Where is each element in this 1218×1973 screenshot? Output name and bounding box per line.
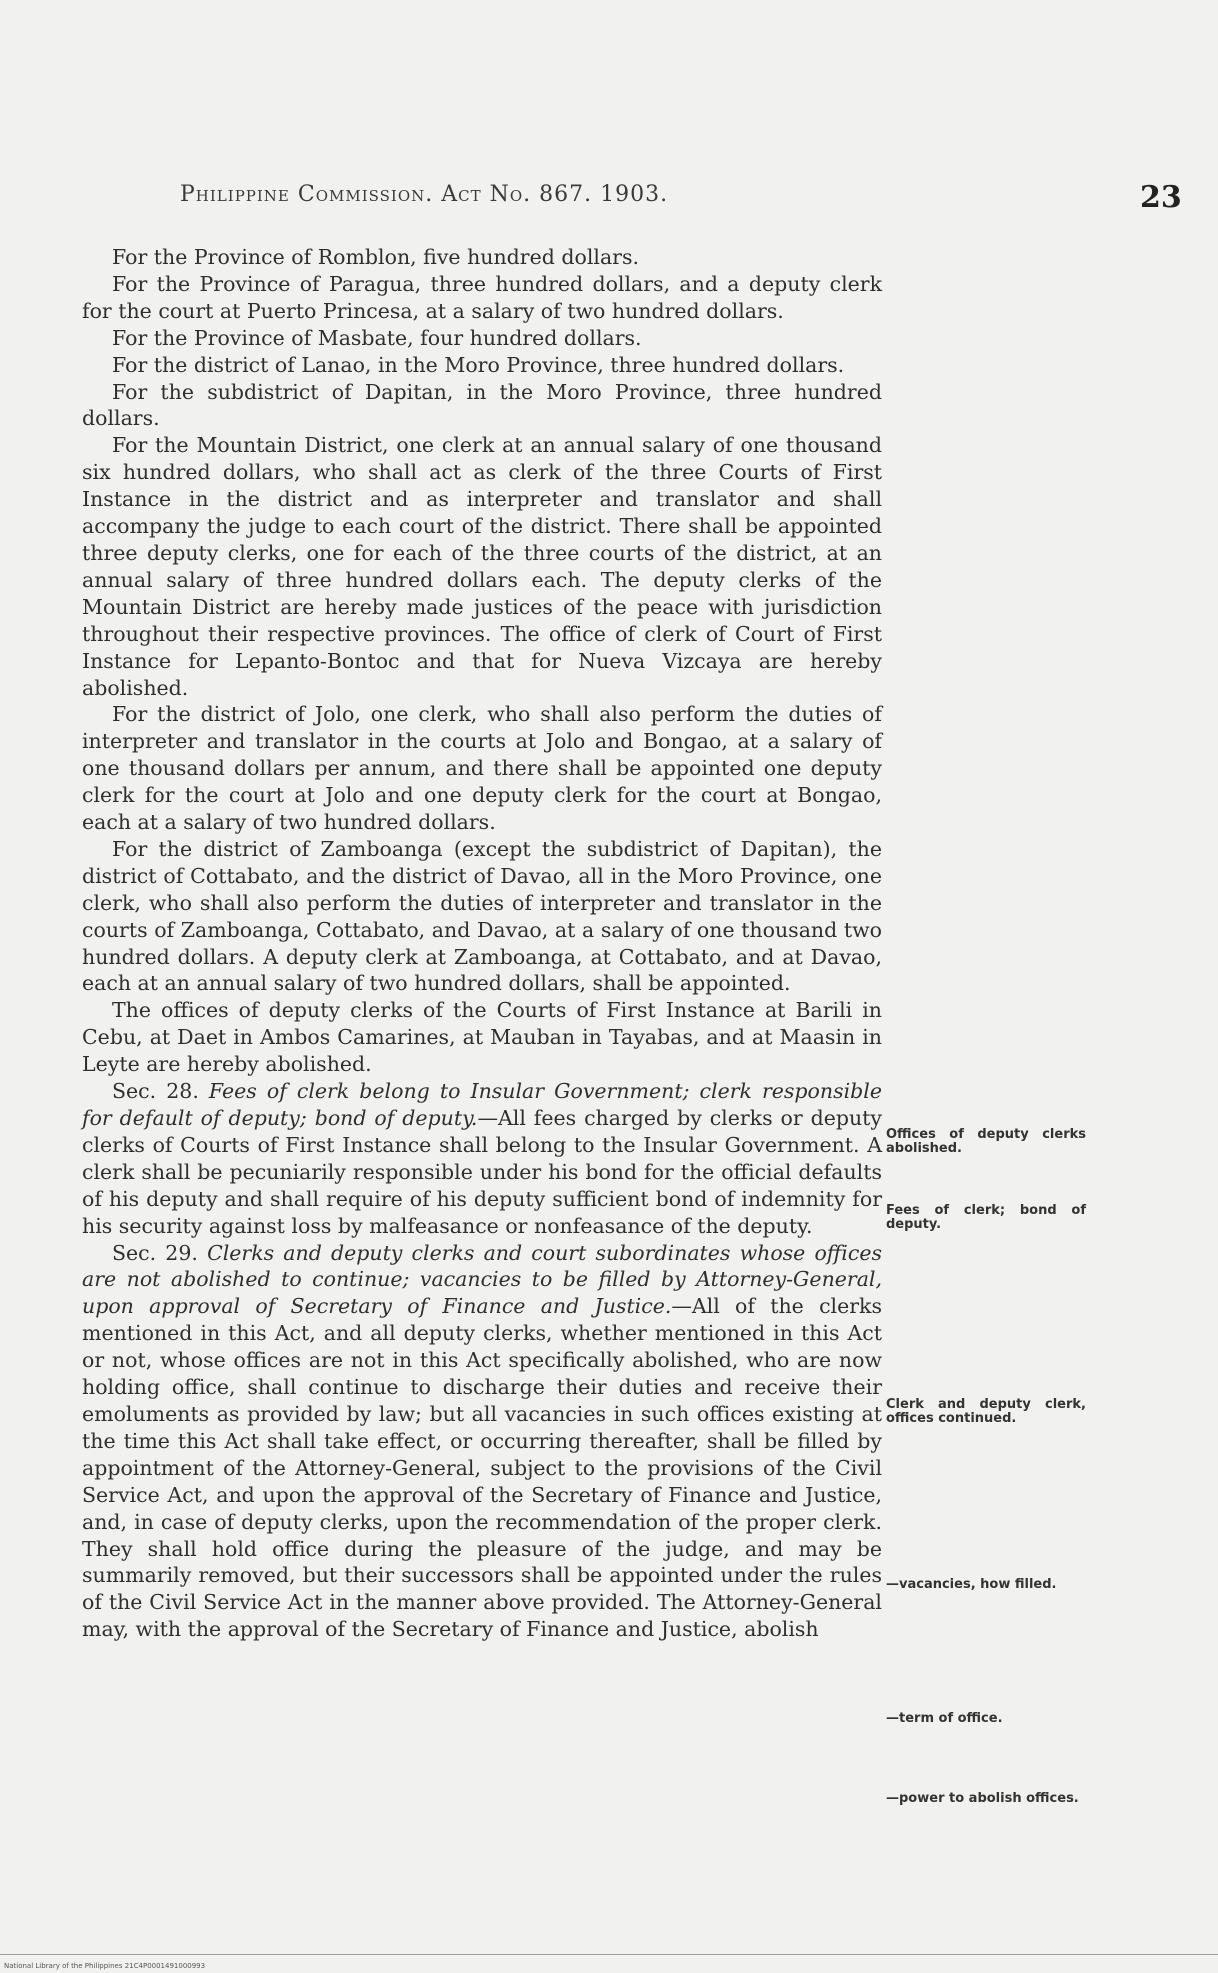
paragraph-zamboanga: For the district of Zamboanga (except the subdistrict of Dapitan), the district of Cottabato, and the district of Davao, all in the Moro Province, one clerk, who shall also perform the duties of interpreter and translator in the courts of Zamboanga, Cottabato, and Davao, at a salary of one thousand two hundred dollars. A deputy clerk at Zamboanga, at Cottabato, and at Davao, each at an annual salary of two hundred dollars, shall be appointed. — [82, 836, 882, 996]
section-29-number: Sec. 29. — [112, 1240, 198, 1265]
margin-note-power: —power to abolish offices. — [886, 1791, 1079, 1806]
section-28-title: Fees of clerk belong to Insular Government; clerk responsible for default of deputy; bond of deputy. — [82, 1079, 882, 1130]
paragraph-dapitan: For the subdistrict of Dapitan, in the Moro Province, three hundred dollars. — [82, 379, 882, 431]
margin-note-term: —term of office. — [886, 1711, 1003, 1726]
page-number: 23 — [1140, 180, 1182, 215]
margin-note-vacancies: —vacancies, how filled. — [886, 1577, 1057, 1592]
paragraph-mountain-district: For the Mountain District, one clerk at an annual salary of one thousand six hundred dollars, who shall act as clerk of the three Courts of First Instance in the district and as interpreter and translator and shall accompany the judge to each court of the district. There shall be appointed three deputy clerks, one for each of the three courts of the district, at an annual salary of three hundred dollars each. The deputy clerks of the Mountain District are hereby made justices of the peace with jurisdiction throughout their respective provinces. The office of clerk of Court of First Instance for Lepanto-Bontoc and that for Nueva Vizcaya are hereby abolished. — [82, 433, 882, 700]
running-title: Philippine Commission. Act No. 867. 1903. — [180, 182, 669, 207]
paragraph-paragua: For the Province of Paragua, three hundred dollars, and a deputy clerk for the court at Puerto Princesa, at a salary of two hundred dollars. — [82, 271, 882, 323]
margin-note-fees: Fees of clerk; bond of deputy. — [886, 1203, 1086, 1232]
section-28-text: —All fees charged by clerks or deputy clerks of Courts of First Instance shall belong to the Insular Government. A clerk shall be pecuniarily responsible under his bond for the official defaults of his deputy and shall require of his deputy sufficient bond of indemnity for his security against loss by malfeasance or nonfeasance of the deputy. — [82, 1106, 882, 1238]
footer-divider — [0, 1954, 1218, 1955]
section-29 — [82, 1240, 882, 1644]
paragraph-romblon: For the Province of Romblon, five hundred dollars. — [112, 245, 640, 269]
body-text — [82, 244, 882, 1643]
margin-note-clerks-continued: Clerk and deputy clerk, offices continued. — [886, 1397, 1086, 1426]
paragraph-jolo: For the district of Jolo, one clerk, who shall also perform the duties of interpreter and translator in the courts at Jolo and Bongao, at a salary of one thousand dollars per annum, and there shall be appointed one deputy clerk for the court at Jolo and one deputy clerk for the court at Bongao, each at a salary of two hundred dollars. — [82, 702, 882, 835]
paragraph-masbate: For the Province of Masbate, four hundred dollars. — [112, 325, 642, 350]
margin-note-offices-abolished: Offices of deputy clerks abolished. — [886, 1127, 1086, 1156]
section-29-title: Clerks and deputy clerks and court subordinates whose offices are not abolished to continue; vacancies to be filled by Attorney-General, upon approval of Secretary of Finance and Justice. — [82, 1240, 882, 1319]
section-28 — [82, 1078, 882, 1239]
section-28-number: Sec. 28. — [112, 1079, 199, 1104]
paragraph-offices-abolished: The offices of deputy clerks of the Courts of First Instance at Barili in Cebu, at Daet in Ambos Camarines, at Mauban in Tayabas, and at Maasin in Leyte are hereby abolished. — [82, 998, 882, 1077]
section-29-text: —All of the clerks mentioned in this Act, and all deputy clerks, whether mentioned in this Act or not, whose offices are not in this Act specifically abolished, who are now holding office, shall continue to discharge their duties and receive their emoluments as provided by law; but all vacancies in such offices existing at the time this Act shall take effect, or occurring thereafter, shall be filled by appointment of the Attorney-General, subject to the provisions of the Civil Service Act, and upon the approval of the Secretary of Finance and Justice, and, in case of deputy clerks, upon the recommendation of the proper clerk. They shall hold office during the pleasure of the judge, and may be summarily removed, but their successors shall be appointed under the rules of the Civil Service Act in the manner above provided. The Attorney-General may, with the approval of the Secretary of Finance and Justice, abolish — [82, 1294, 882, 1642]
paragraph-lanao: For the district of Lanao, in the Moro Province, three hundred dollars. — [112, 352, 845, 377]
footer-caption: National Library of the Philippines 21C4P0001491000993 — [4, 1962, 206, 1970]
